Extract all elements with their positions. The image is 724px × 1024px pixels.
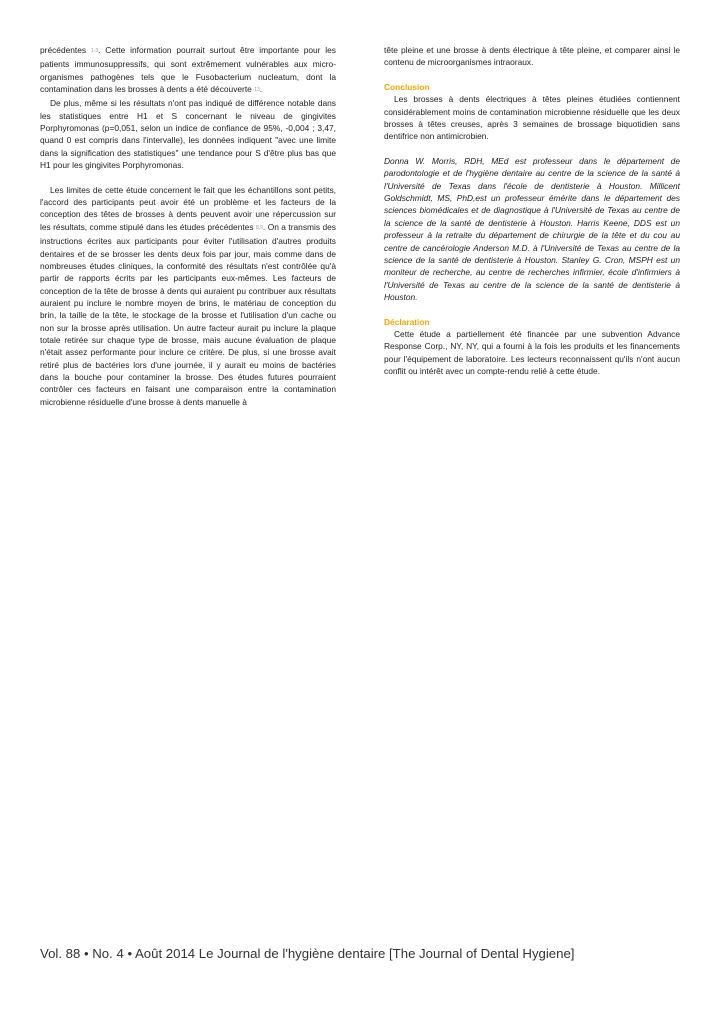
declaration-heading: Déclaration [384,316,430,327]
paragraph-statistics: De plus, même si les résultats n'ont pas indiqué de différence notable dans les statistiques entre H1 et S concernant le niveau de gingivites Porphyromonas (p=0,051, selon un indice de confiance de 95%, -0,004 ; 3,47, quand 0 est compris dans l'intervalle), les données indiquent "avec une limite dans la signification des statistiques" une tendance pour S d'être plus bas que H1 pour les gingivites Porphyromonas. [40,98,336,171]
citation-ref: 8,9 [255,224,263,231]
right-column [384,44,680,377]
citation-ref: 13 [254,87,260,94]
journal-footer: Vol. 88 • No. 4 • Août 2014 Le Journal de l'hygiène dentaire [The Journal of Dental Hygiene] [40,946,575,961]
author-bios: Donna W. Morris, RDH, MEd est professeur dans le département de parodontologie et de l'hygiène dentaire au centre de la science de la santé à l'Université de Texas dans l'école de dentisterie à Houston. Millicent Goldschmidt, MS, PhD,est un professeur émérite dans le département des sciences biomédicales et de diagnostique à l'Université de Texas au centre de la science de la santé de dentisterie à Houston. Harris Keene, DDS est un professeur à la retraite du département de chirurgie de la tête et du cou au centre de cancérologie Anderson M.D. à l'Université de Texas au centre de la science de la santé de dentisterie à Houston. Stanley G. Cron, MSPH est un moniteur de recherche, au centre de recherches infirmier, école d'infirmiers à l'Université de Texas au centre de la science de la santé de dentisterie à Houston. [384,156,680,302]
citation-ref: 1-3 [90,48,99,54]
declaration-text: Cette étude a partiellement été financée par une subvention Advance Response Corp., NY, NY, qui a fourni à la fois les produits et les financements pour l'équipement de laboratoire. Les lecteurs reconnaissent qu'ils n'ont aucun conflit ou intérêt avec un compte-rendu relié à cette étude. [384,328,680,376]
conclusion-heading: Conclusion [384,82,430,93]
left-column [40,44,336,408]
paragraph-continued-right: tête pleine et une brosse à dents électrique à tête pleine, et comparer ainsi le contenu de microorganismes intraoraux. [384,45,680,68]
paragraph-continued: précédentes $^{1-3}$. Cette information pourrait surtout être importante pour les patients immunosuppressifs, qui sont extrêmement vulnérables aux micro-organismes pathogènes tels que le Fusobacterium nucleatum, dont la contamination dans les brosses à dents a été découverte $^{13}$. [40,45,336,95]
paragraph-limitations: Les limites de cette étude concernent le fait que les échantillons sont petits, l'accord des participants peut avoir été un problème et les facteurs de la conception des têtes de brosses à dents peuvent avoir une répercussion sur les résultats, comme stipulé dans les études précédentes $^{8,9}$. On a transmis des instructions écrites aux participants pour éviter l'utilisation d'autres produits dentaires et de se brosser les dents deux fois par jour, mais comme dans de nombreuses études cliniques, la conformité des résultats n'est contrôlée qu'à partir de rapports écrits par les participants eux-mêmes. Les facteurs de conception de la tête de brosse à dents qui auraient pu contribuer aux résultats auraient pu inclure le nombre moyen de brins, le matériau de conception du brin, la taille de la tête, le stockage de la brosse et l'utilisation d'un cache ou non sur la brosse après utilisation. Un autre facteur aurait pu inclure la plaque totale retirée sur chaque type de brosse, mais aucune évaluation de plaque n'était assez performante pour inclure ce critère. De plus, si une brosse avait retiré plus de bactéries lors d'une journée, il y aurait eu moins de bactéries dans la bouche pour contaminer la brosse. Des études futures pourraient contrôler ces facteurs en faisant une comparaison entre la contamination microbienne résiduelle d'une brosse à dents manuelle à [40,184,336,407]
conclusion-text: Les brosses à dents électriques à têtes pleines étudiées contiennent considérablement moins de contamination microbienne résiduelle que les deux brosses à têtes creuses, après 3 semaines de brossage biquotidien sans dentifrice non antimicrobien. [384,94,680,142]
